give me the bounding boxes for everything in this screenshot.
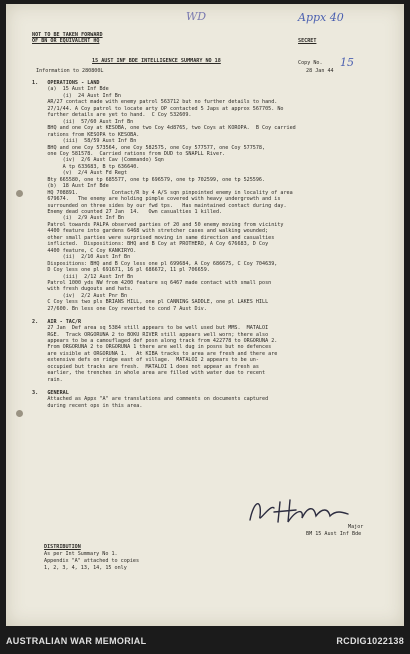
report-line: 3. GENERAL [32, 389, 69, 396]
report-line: during recent ops in this area. [32, 402, 143, 409]
report-line: D Coy less one pl 691671, 16 pl 686672, 11 pl 706659. [32, 267, 210, 274]
report-line: with fresh dugouts and hats. [32, 286, 134, 293]
report-line: Patrol 1000 yds NW from 4200 feature sq 6467 made contact with small posn [32, 279, 272, 286]
report-line: (iv) 2/2 Aust Pnr Bn [32, 292, 128, 299]
report-line: occupied but tracks are fresh. MATALOI 1 does not appear as fresh as [32, 363, 259, 370]
footer-source: AUSTRALIAN WAR MEMORIAL [6, 636, 147, 646]
report-line: 4400 feature into gardens 6468 with stretcher cases and walking wounded; [32, 228, 269, 235]
handwritten-copy-no: 15 [340, 56, 354, 69]
distribution-heading: DISTRIBUTION [44, 544, 81, 550]
report-line: 679674. The enemy are holding pimple covered with heavy undergrowth and is [32, 196, 281, 203]
report-line: AR/27 contact made with enemy patrol 563712 but no further details to hand. [32, 99, 278, 106]
report-line: (ii) 2/10 Aust Inf Bn [32, 254, 131, 261]
report-line: Patrol towards PALPA observed parties of 20 and 50 enemy moving from vicinity [32, 221, 284, 228]
report-line: (iii) 58/59 Aust Inf Bn [32, 138, 137, 145]
report-line: (i) 2/9 Aust Inf Bn [32, 215, 125, 222]
signature-title: BM 15 Aust Inf Bde [306, 531, 362, 537]
report-line: one Coy 581578. Carried rations from DUD to SNAPLL River. [32, 150, 226, 157]
information-to: Information to 280800L [36, 68, 104, 74]
report-line: Enemy dead counted 27 Jan 14. Own casualties 1 killed. [32, 209, 223, 215]
copy-label: Copy No. [298, 60, 323, 66]
report-line: (b) 18 Aust Inf Bde [32, 183, 109, 190]
signature-rank: Major [348, 524, 364, 530]
report-line: HQ 708891. Contact/R by 4 A/S sqn pinpointed enemy in locality of area [32, 189, 293, 196]
report-line: 27 Jan Def area sq 5384 still appears to be well used but MMS. MATALOI [32, 325, 269, 332]
of-bn-note: OF BN OR EQUIVALENT HQ [32, 38, 100, 44]
punch-hole [16, 410, 23, 417]
report-line: surrounded on three sides by our fwd tps. Has maintained contact during day. [32, 202, 287, 209]
handwritten-appx: Appx 40 [298, 11, 344, 24]
report-line: Attached as Appx "A" are translations and comments on documents captured [32, 396, 269, 403]
report-line: A tp 633683, B tp 636640. [32, 163, 140, 170]
report-line: are visible at ORGORUNA 1. At KIBA tracks to area are fresh and there are [32, 350, 278, 357]
distribution-line: 1, 2, 3, 4, 13, 14, 15 only [44, 565, 127, 571]
report-line: (v) 2/4 Aust Fd Regt [32, 170, 128, 177]
report-line: inflicted. Dispositions: BHQ and B Coy at PROTHERO, A Coy 676683, D Coy [32, 241, 269, 248]
report-line: (iii) 2/12 Aust Inf Bn [32, 273, 134, 280]
report-line: further details are yet to hand. C Coy 532609. [32, 112, 192, 119]
distribution-line: Appendix "A" attached to copies [44, 558, 140, 564]
report-line: appears to be a camouflaged def posn along track from 422778 to ORGORUNA 2. [32, 338, 278, 344]
report-line: rations from KESOPA to KESOBA. [32, 131, 140, 138]
report-line: From ORGORUNA 2 to ORGORUNA 1 there are well dug in posns but no defences [32, 344, 272, 351]
distribution-line: As per Int Summary No 1. [44, 551, 118, 557]
signature-image [244, 494, 354, 528]
classification-secret: SECRET [298, 38, 317, 44]
report-line: BHQ and one Coy at KESOBA, one two Coy 4d8765, two Coys at KOROPA. B Coy carried [32, 125, 296, 132]
report-line: 4400 feature, C Coy KANKIRYO. [32, 247, 137, 254]
report-line: BHQ and one Coy 573564, one Coy 582575, one Coy 577577, one Coy 577578, [32, 144, 266, 151]
report-line: (ii) 57/60 Aust Inf Bn [32, 118, 134, 125]
report-line: Dispositions: BHQ and B Coy less one pl 699684, A Coy 686675, C Coy 704639, [32, 260, 278, 267]
document-date: 28 Jan 44 [306, 68, 334, 74]
footer-id: RCDIG1022138 [336, 636, 404, 646]
punch-hole [16, 190, 23, 197]
report-line: extensive defs on ridge east of village. MATALOI 2 appears to be un- [32, 357, 259, 364]
page-title: 15 AUST INF BDE INTELLIGENCE SUMMARY NO 18 [92, 58, 221, 64]
report-line: 27/600. Bn less one Coy reverted to cond 7 Aust Div. [32, 305, 207, 312]
report-line: Bty 665580, one tp 685577, one tp 696579, one tp 702599, one tp 525596. [32, 176, 266, 183]
not-to-be-taken-note: NOT TO BE TAKEN FORWARD [32, 32, 103, 38]
report-line: (iv) 2/6 Aust Cav (Commando) Sqn [32, 157, 164, 164]
report-line: other small parties were surprised moving in same direction and casualties [32, 234, 275, 241]
report-line: (a) 15 Aust Inf Bde [32, 86, 109, 93]
report-line: 2. AIR - TAC/R [32, 318, 82, 325]
handwritten-wd: WD [186, 10, 207, 23]
report-line: 27/1/44. A Coy patrol to locate arty OP contacted 5 Japs at approx 567705. No [32, 105, 284, 112]
report-line: earlier, the trenches in whole area are filled with water due to recent [32, 370, 266, 377]
report-line: C Coy less two pls BRIANS HILL, one pl CANNING SADDLE, one pl LAKES HILL [32, 299, 269, 306]
archive-footer [0, 626, 410, 654]
report-line: RGE. Track ORGORUNA 2 to BOKU RIVER still appears well worn; there also [32, 331, 269, 338]
document-page [6, 4, 404, 626]
report-line: (i) 24 Aust Inf Bn [32, 92, 121, 99]
report-line: rain. [32, 376, 63, 383]
report-line: 1. OPERATIONS - LAND [32, 80, 100, 86]
